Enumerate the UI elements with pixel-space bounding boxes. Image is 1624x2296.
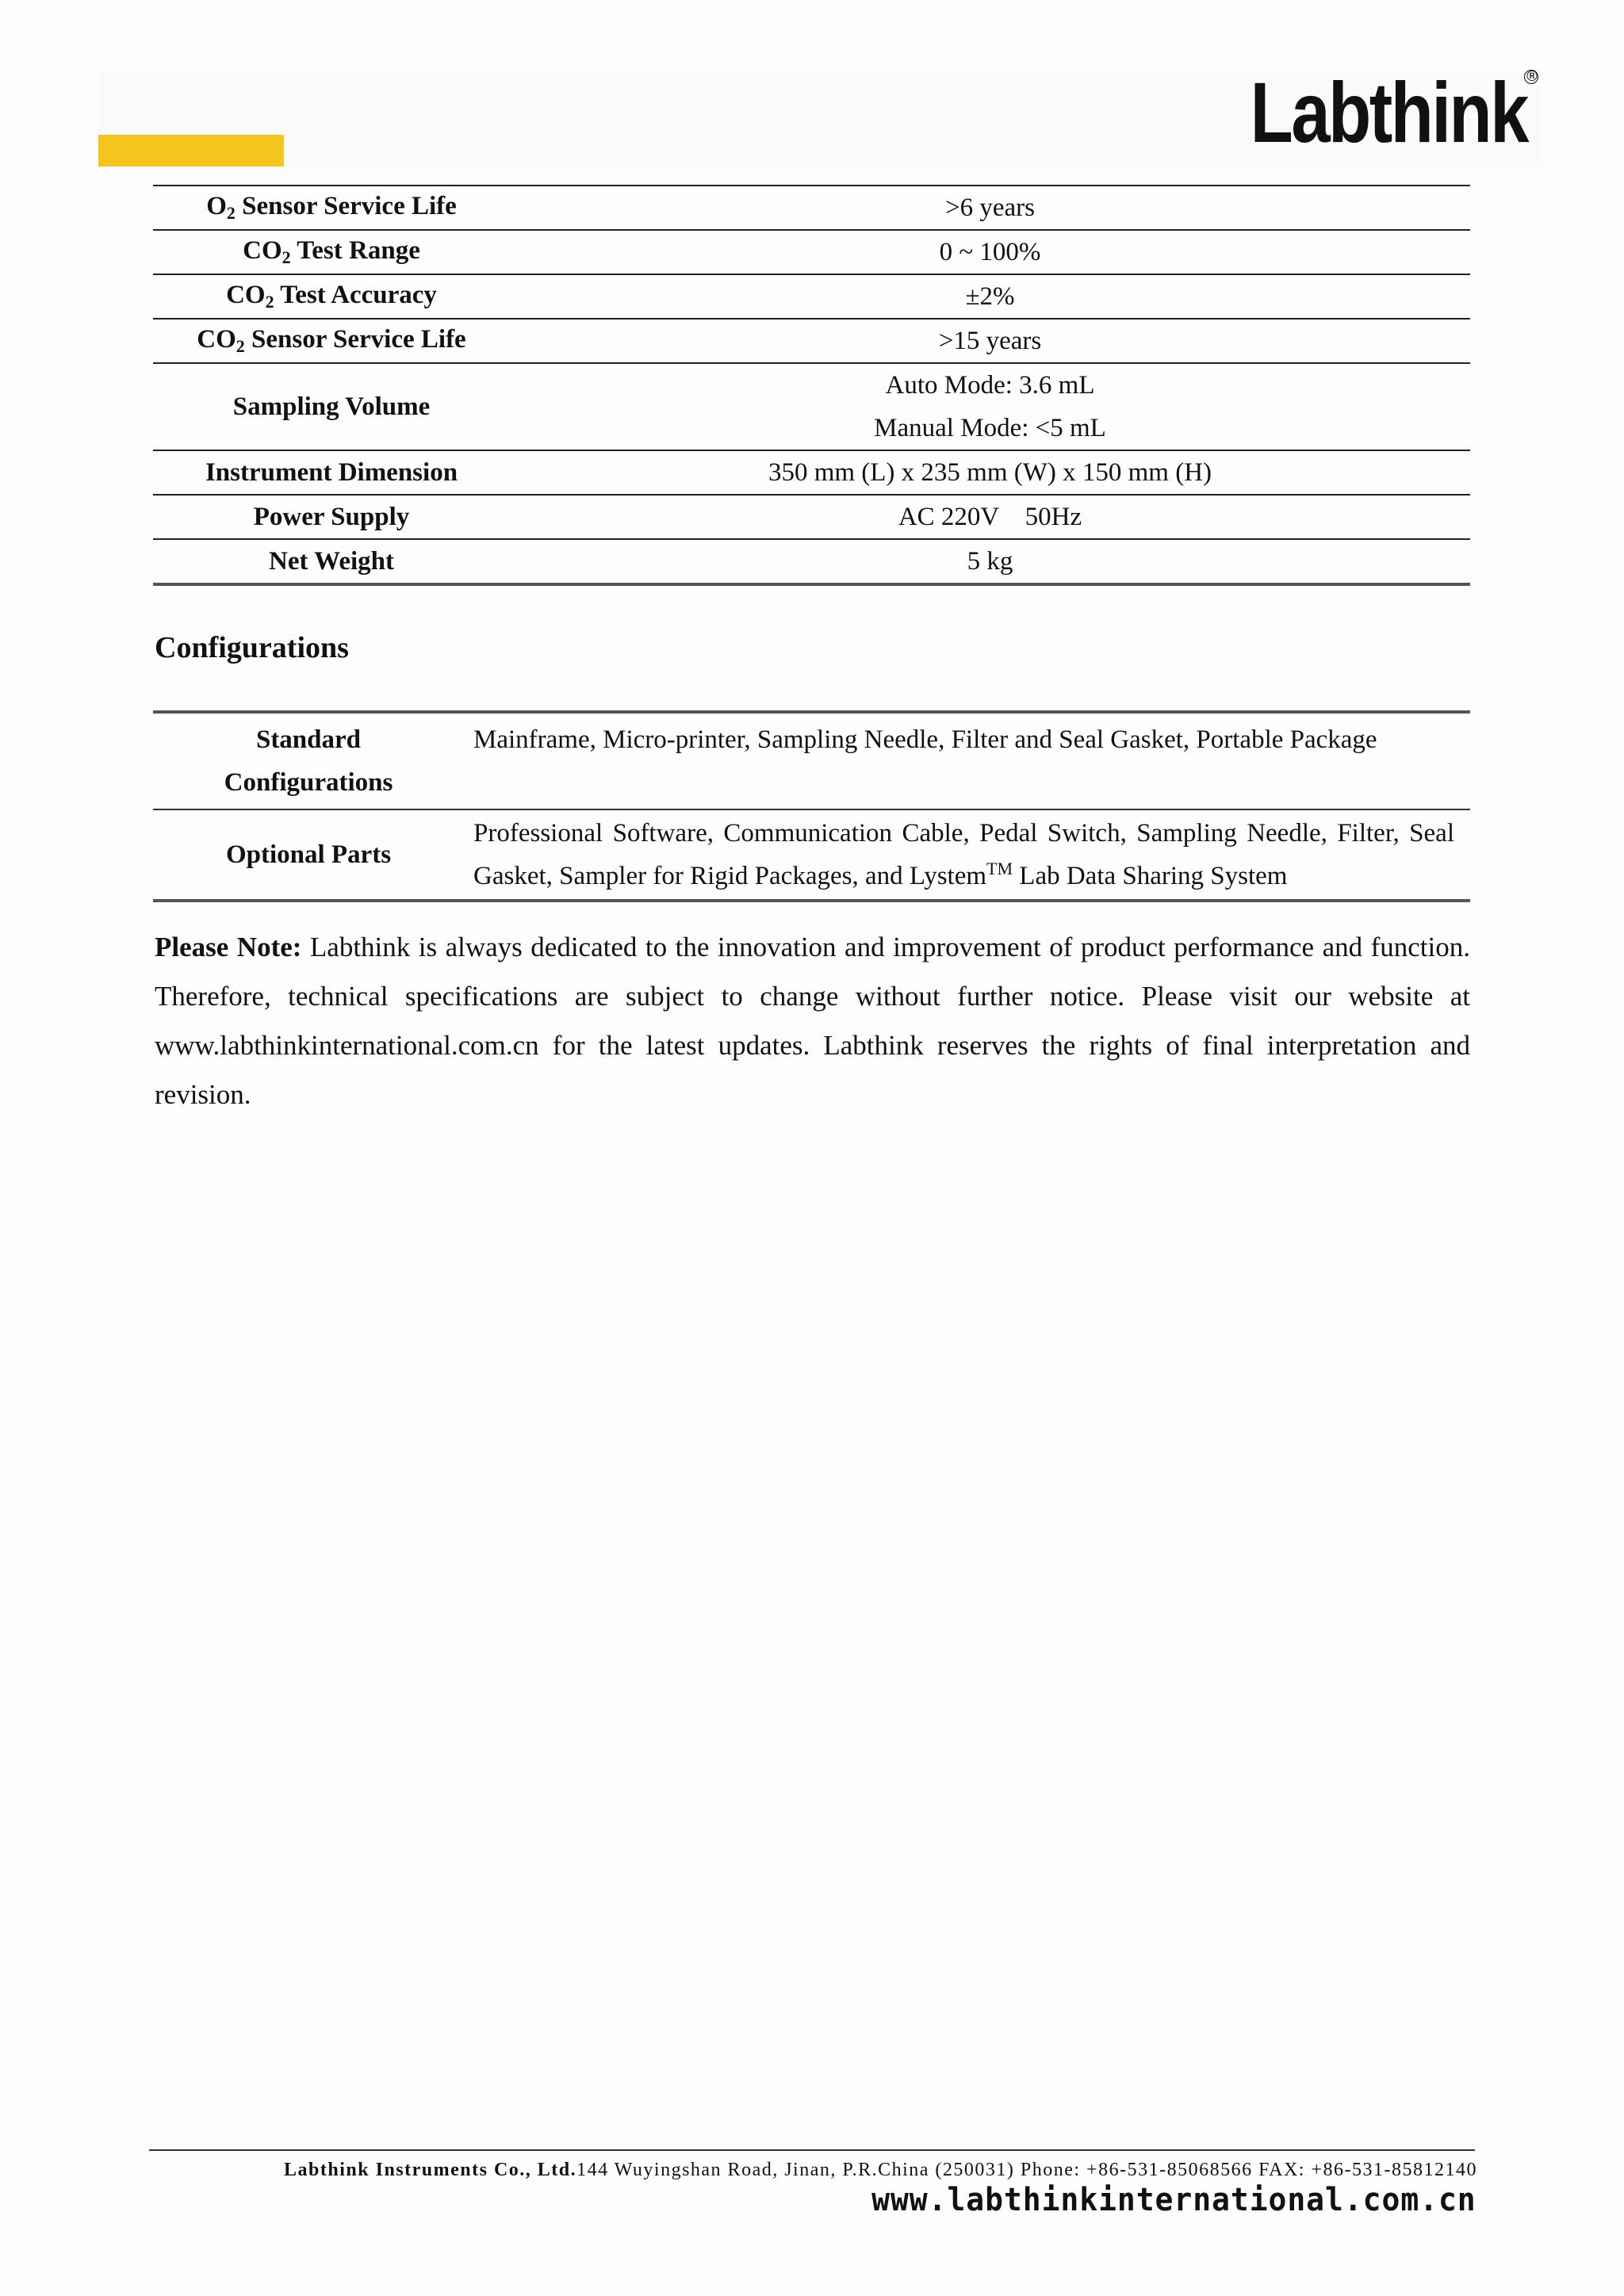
spec-value-line: Manual Mode: <5 mL [874,414,1106,442]
trademark-mark: TM [986,859,1013,878]
spec-label: Net Weight [153,539,510,584]
footer-website: www.labthinkinternational.com.cn [871,2182,1477,2218]
section-title: Configurations [155,631,349,664]
please-note-paragraph [155,923,1470,1119]
specification-table [153,185,1470,586]
spec-label: Instrument Dimension [153,450,510,495]
table-row [153,450,1470,495]
spec-label: $CO_2$ Sensor Service Life [153,319,510,363]
spec-label: $O_2$ Sensor Service Life [153,186,510,230]
spec-value: 5 kg [510,539,1470,584]
config-value: Mainframe, Micro-printer, Sampling Needle, Filter and Seal Gasket, Portable Package [464,712,1470,809]
spec-value: AC 220V 50Hz [510,495,1470,539]
config-value: Professional Software, Communication Cable, Pedal Switch, Sampling Needle, Filter, Seal Gasket, Sampler for Rigid Packages, and Lystem™ Lab Data Sharing System [464,809,1470,901]
header-accent-bar [98,135,284,166]
table-row [153,319,1470,363]
labthink-logo: Labthink [1250,64,1527,160]
spec-label: $CO_2$ Test Accuracy [153,274,510,319]
footer-divider [149,2149,1475,2151]
footer-address: 144 Wuyingshan Road, Jinan, P.R.China (250031) Phone: +86-531-85068566 FAX: +86-531-85812140 [576,2160,1477,2180]
configurations-table [153,710,1470,902]
footer-company: Labthink Instruments Co., Ltd. [284,2160,577,2180]
spec-value: >15 years [510,319,1470,363]
registered-mark-icon: ® [1525,68,1539,85]
table-row [153,230,1470,274]
spec-value: 350 mm (L) x 235 mm (W) x 150 mm (H) [510,450,1470,495]
table-row [153,274,1470,319]
note-text: Labthink is always dedicated to the innovation and improvement of product performance and function. Therefore, technical specifications are subject to change without further notice. Please visit our website at www.labthinkinternational.com.cn for the latest updates. Labthink reserves the rights of final interpretation and revision. [155,932,1470,1110]
spec-value: 0 ~ 100% [510,230,1470,274]
table-row [153,186,1470,230]
config-label-line: Standard [255,725,362,754]
config-label [153,712,464,809]
table-row [153,809,1470,901]
spec-label: $CO_2$ Test Range [153,230,510,274]
spec-value-line: Auto Mode: 3.6 mL [885,371,1095,400]
table-row [153,539,1470,584]
spec-value [510,363,1470,450]
footer-contact [284,2160,1477,2181]
spec-label: Power Supply [153,495,510,539]
table-row [153,363,1470,450]
spec-label: Sampling Volume [153,363,510,450]
spec-value: >6 years [510,186,1470,230]
table-row [153,495,1470,539]
spec-value: ±2% [510,274,1470,319]
note-lead: Please Note: [155,932,302,962]
table-row [153,712,1470,809]
config-label-line: Configurations [224,768,393,797]
config-label: Optional Parts [153,809,464,901]
